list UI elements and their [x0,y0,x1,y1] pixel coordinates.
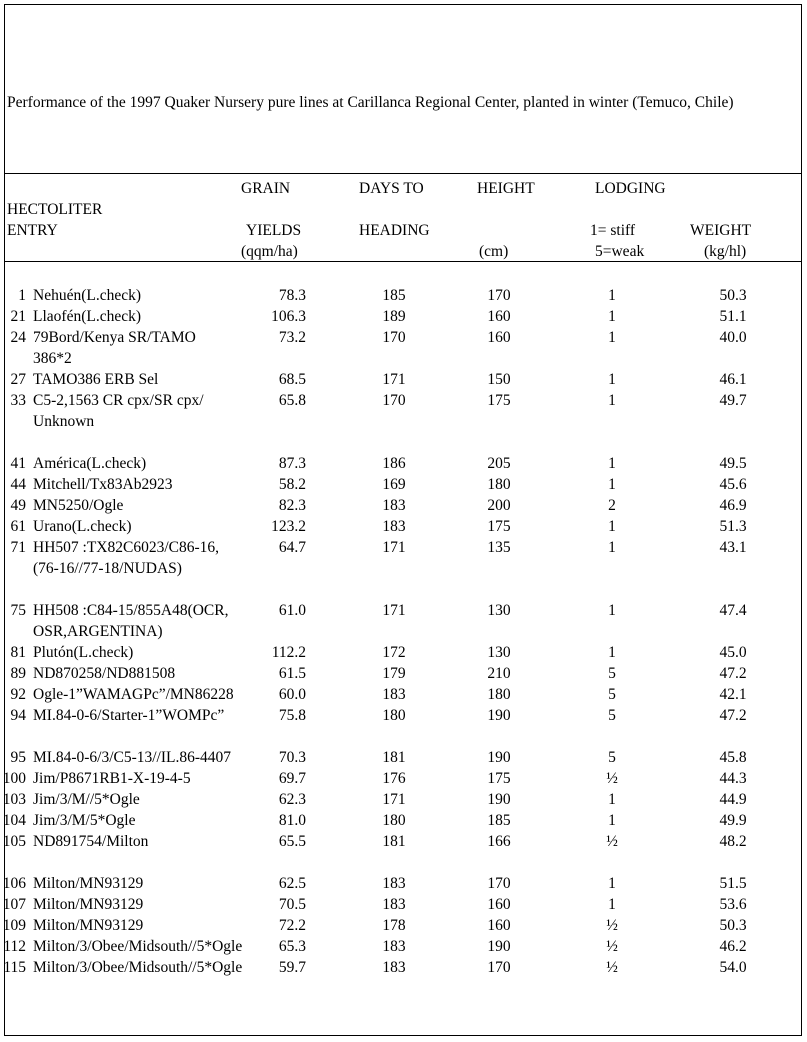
yield-cell: 60.0 [278,686,306,703]
entry-number: 92 [10,686,26,703]
header-weight: WEIGHT [690,222,752,239]
entry-number: 94 [10,707,26,724]
entry-number: 33 [10,392,26,409]
height-cell: 150 [487,371,511,388]
weight-cell: 46.9 [719,497,747,514]
entry-number: 107 [2,896,26,913]
line-name: Urano(L.check) [33,518,132,535]
height-cell: 166 [487,833,511,850]
lodging-cell: 2 [608,497,616,514]
days-cell: 183 [382,938,406,955]
height-cell: 180 [487,476,511,493]
lodging-cell: 1 [608,392,616,409]
yield-cell: 112.2 [271,644,306,661]
weight-cell: 45.8 [719,749,747,766]
yield-cell: 65.8 [278,392,306,409]
days-cell: 171 [382,539,406,556]
lodging-cell: ½ [606,917,618,934]
weight-cell: 46.2 [719,938,747,955]
line-name: América(L.check) [33,455,147,472]
lodging-cell: 1 [608,476,616,493]
height-cell: 175 [487,392,511,409]
height-cell: 170 [487,287,511,304]
days-cell: 186 [382,455,406,472]
lodging-cell: ½ [606,959,618,976]
yield-cell: 61.5 [278,665,306,682]
header-days-to: DAYS TO [359,180,424,197]
days-cell: 189 [382,308,406,325]
line-name: 79Bord/Kenya SR/TAMO [33,329,196,346]
line-name: Milton/3/Obee/Midsouth//5*Ogle [33,938,243,955]
lodging-cell: 1 [608,644,616,661]
yield-cell: 65.5 [278,833,306,850]
height-cell: 175 [487,518,511,535]
days-cell: 183 [382,686,406,703]
days-cell: 183 [382,896,406,913]
height-cell: 210 [487,665,511,682]
lodging-cell: ½ [606,833,618,850]
entry-number: 100 [2,770,26,787]
weight-cell: 54.0 [719,959,747,976]
height-cell: 190 [487,791,511,808]
line-name: C5-2,1563 CR cpx/SR cpx/ [33,392,204,409]
weight-cell: 45.6 [719,476,747,493]
days-cell: 181 [382,833,406,850]
weight-cell: 53.6 [719,896,747,913]
lodging-cell: 1 [608,812,616,829]
weight-cell: 44.3 [719,770,747,787]
line-name: Mitchell/Tx83Ab2923 [33,476,173,493]
line-name-continued: 386*2 [33,350,72,367]
days-cell: 169 [382,476,406,493]
header-height: HEIGHT [477,180,535,197]
height-cell: 160 [487,896,511,913]
yield-cell: 123.2 [271,518,306,535]
line-name: Milton/MN93129 [33,875,144,892]
yield-cell: 78.3 [278,287,306,304]
header-top-rule [4,173,802,174]
yield-cell: 62.3 [278,791,306,808]
header-lodging-weak: 5=weak [595,243,645,260]
yield-cell: 70.3 [278,749,306,766]
height-cell: 185 [487,812,511,829]
lodging-cell: 1 [608,602,616,619]
header-bottom-rule [4,261,802,262]
header-yield-unit: (qqm/ha) [241,243,298,260]
days-cell: 170 [382,329,406,346]
height-cell: 200 [487,497,511,514]
line-name: Plutón(L.check) [33,644,134,661]
line-name: HH508 :C84-15/855A48(OCR, [33,602,229,619]
entry-number: 104 [2,812,26,829]
lodging-cell: 1 [608,791,616,808]
line-name: HH507 :TX82C6023/C86-16, [33,539,219,556]
height-cell: 170 [487,875,511,892]
days-cell: 171 [382,371,406,388]
entry-number: 106 [2,875,26,892]
lodging-cell: 1 [608,875,616,892]
days-cell: 170 [382,392,406,409]
line-name-continued: OSR,ARGENTINA) [33,623,163,640]
lodging-cell: 1 [608,539,616,556]
weight-cell: 47.4 [719,602,747,619]
height-cell: 160 [487,329,511,346]
yield-cell: 106.3 [271,308,306,325]
weight-cell: 51.5 [719,875,747,892]
height-cell: 130 [487,602,511,619]
entry-number: 1 [18,287,26,304]
header-yields: YIELDS [246,222,302,239]
lodging-cell: 1 [608,455,616,472]
weight-cell: 49.5 [719,455,747,472]
header-hectoliter: HECTOLITER [7,201,103,218]
yield-cell: 75.8 [278,707,306,724]
yield-cell: 58.2 [278,476,306,493]
yield-cell: 69.7 [278,770,306,787]
entry-number: 89 [10,665,26,682]
line-name: MI.84-0-6/Starter-1”WOMPc” [33,707,225,724]
days-cell: 183 [382,875,406,892]
yield-cell: 70.5 [278,896,306,913]
lodging-cell: 5 [608,749,616,766]
yield-cell: 82.3 [278,497,306,514]
weight-cell: 48.2 [719,833,747,850]
height-cell: 205 [487,455,511,472]
lodging-cell: 1 [608,287,616,304]
days-cell: 178 [382,917,406,934]
entry-number: 41 [10,455,26,472]
yield-cell: 68.5 [278,371,306,388]
entry-number: 112 [3,938,26,955]
line-name: Milton/3/Obee/Midsouth//5*Ogle [33,959,243,976]
lodging-cell: 1 [608,371,616,388]
entry-number: 115 [3,959,26,976]
lodging-cell: 1 [608,329,616,346]
days-cell: 179 [382,665,406,682]
entry-number: 24 [10,329,26,346]
entry-number: 61 [10,518,26,535]
line-name: Milton/MN93129 [33,917,144,934]
height-cell: 160 [487,308,511,325]
entry-number: 103 [2,791,26,808]
yield-cell: 72.2 [278,917,306,934]
days-cell: 181 [382,749,406,766]
yield-cell: 65.3 [278,938,306,955]
line-name: Ogle-1”WAMAGPc”/MN86228 [33,686,234,703]
height-cell: 180 [487,686,511,703]
yield-cell: 59.7 [278,959,306,976]
line-name: Jim/3/M/5*Ogle [33,812,136,829]
weight-cell: 51.3 [719,518,747,535]
lodging-cell: 1 [608,896,616,913]
header-weight-unit: (kg/hl) [704,243,747,260]
weight-cell: 46.1 [719,371,747,388]
weight-cell: 42.1 [719,686,747,703]
entry-number: 75 [10,602,26,619]
days-cell: 171 [382,602,406,619]
lodging-cell: ½ [606,770,618,787]
line-name: TAMO386 ERB Sel [33,371,159,388]
days-cell: 183 [382,959,406,976]
entry-number: 27 [10,371,26,388]
lodging-cell: 5 [608,686,616,703]
yield-cell: 62.5 [278,875,306,892]
days-cell: 172 [382,644,406,661]
weight-cell: 50.3 [719,287,747,304]
days-cell: 185 [382,287,406,304]
table-title: Performance of the 1997 Quaker Nursery pure lines at Carillanca Regional Center, planted in winter (Temuco, Chile) [7,94,734,111]
entry-number: 105 [2,833,26,850]
weight-cell: 49.7 [719,392,747,409]
weight-cell: 43.1 [719,539,747,556]
yield-cell: 81.0 [278,812,306,829]
header-grain: GRAIN [241,180,291,197]
lodging-cell: ½ [606,938,618,955]
entry-number: 81 [10,644,26,661]
yield-cell: 61.0 [278,602,306,619]
header-lodging: LODGING [595,180,666,197]
days-cell: 171 [382,791,406,808]
line-name: Jim/P8671RB1-X-19-4-5 [33,770,191,787]
entry-number: 21 [10,308,26,325]
yield-cell: 87.3 [278,455,306,472]
line-name-continued: (76-16//77-18/NUDAS) [33,560,182,577]
header-height-unit: (cm) [479,243,509,260]
days-cell: 176 [382,770,406,787]
line-name: Jim/3/M//5*Ogle [33,791,140,808]
weight-cell: 40.0 [719,329,747,346]
weight-cell: 51.1 [719,308,747,325]
line-name: ND870258/ND881508 [33,665,176,682]
line-name: ND891754/Milton [33,833,149,850]
days-cell: 183 [382,518,406,535]
entry-number: 109 [2,917,26,934]
line-name-continued: Unknown [33,413,95,430]
lodging-cell: 1 [608,518,616,535]
line-name: MI.84-0-6/3/C5-13//IL.86-4407 [33,749,232,766]
line-name: Nehuén(L.check) [33,287,142,304]
height-cell: 170 [487,959,511,976]
days-cell: 183 [382,497,406,514]
weight-cell: 47.2 [719,665,747,682]
header-lodging-stiff: 1= stiff [590,222,636,239]
entry-number: 95 [10,749,26,766]
lodging-cell: 1 [608,308,616,325]
days-cell: 180 [382,707,406,724]
entry-number: 71 [10,539,26,556]
line-name: Llaofén(L.check) [33,308,142,325]
height-cell: 135 [487,539,511,556]
header-entry: ENTRY [7,222,58,239]
weight-cell: 49.9 [719,812,747,829]
height-cell: 160 [487,917,511,934]
weight-cell: 47.2 [719,707,747,724]
height-cell: 190 [487,938,511,955]
header-heading: HEADING [359,222,430,239]
entry-number: 49 [10,497,26,514]
yield-cell: 73.2 [278,329,306,346]
line-name: MN5250/Ogle [33,497,124,514]
weight-cell: 45.0 [719,644,747,661]
yield-cell: 64.7 [278,539,306,556]
line-name: Milton/MN93129 [33,896,144,913]
height-cell: 130 [487,644,511,661]
height-cell: 190 [487,707,511,724]
days-cell: 180 [382,812,406,829]
height-cell: 175 [487,770,511,787]
weight-cell: 44.9 [719,791,747,808]
height-cell: 190 [487,749,511,766]
lodging-cell: 5 [608,707,616,724]
weight-cell: 50.3 [719,917,747,934]
lodging-cell: 5 [608,665,616,682]
entry-number: 44 [10,476,26,493]
